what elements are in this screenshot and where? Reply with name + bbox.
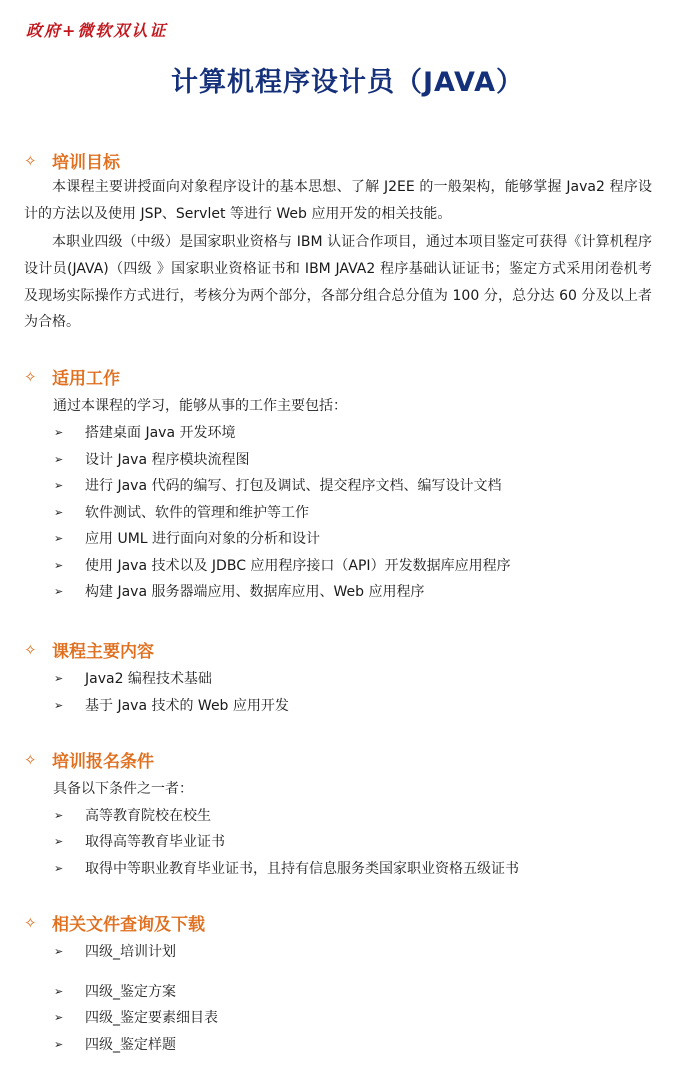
arrow-bullet-icon: ➢	[54, 984, 64, 998]
arrow-bullet-icon: ➢	[54, 1037, 64, 1051]
goal-paragraph: 本职业四级（中级）是国家职业资格与 IBM 认证合作项目，通过本项目鉴定可获得《计算机程序设计员(JAVA)（四级 》国家职业资格证书和 IBM JAVA2 程序基础认证证书；鉴定方式采用闭卷机考及现场实际操作方式进行，考核分为两个部分，各部分组合总分值为 100 分，总分达 60 分及以上者为合格。	[24, 234, 652, 331]
arrow-bullet-icon: ➢	[54, 584, 64, 598]
section-heading-requirements	[24, 747, 154, 772]
download-link-assessment-plan[interactable]: ➢ 四级_鉴定方案	[54, 984, 176, 1000]
section-heading-jobs	[24, 364, 120, 389]
list-item: ➢ 软件测试、软件的管理和维护等工作	[54, 505, 309, 521]
diamond-outline-icon: ✧	[24, 151, 37, 170]
list-item: ➢ Java2 编程技术基础	[54, 671, 212, 687]
diamond-outline-icon: ✧	[24, 750, 37, 769]
arrow-bullet-icon: ➢	[54, 425, 64, 439]
diamond-outline-icon: ✧	[24, 367, 37, 386]
arrow-bullet-icon: ➢	[54, 558, 64, 572]
page-title: 计算机程序设计员（JAVA）	[170, 67, 525, 98]
list-item: ➢ 高等教育院校在校生	[54, 808, 211, 824]
section-heading-label: 培训报名条件	[52, 752, 154, 772]
download-link-sample-questions[interactable]: ➢ 四级_鉴定样题	[54, 1037, 176, 1053]
section-heading-content	[24, 637, 154, 662]
list-item: ➢ 搭建桌面 Java 开发环境	[54, 425, 236, 441]
arrow-bullet-icon: ➢	[54, 452, 64, 466]
section-heading-label: 课程主要内容	[52, 642, 154, 662]
list-item: ➢ 进行 Java 代码的编写、打包及调试、提交程序文档、编写设计文档	[54, 478, 502, 494]
arrow-bullet-icon: ➢	[54, 861, 64, 875]
arrow-bullet-icon: ➢	[54, 1010, 64, 1024]
arrow-bullet-icon: ➢	[54, 834, 64, 848]
certification-tag: 政府+微软双认证	[26, 21, 168, 40]
diamond-outline-icon: ✧	[24, 913, 37, 932]
arrow-bullet-icon: ➢	[54, 944, 64, 958]
arrow-bullet-icon: ➢	[54, 531, 64, 545]
section-heading-label: 相关文件查询及下载	[52, 915, 205, 935]
list-item: ➢ 基于 Java 技术的 Web 应用开发	[54, 698, 289, 714]
section-heading-label: 适用工作	[52, 369, 120, 389]
goal-paragraph: 本课程主要讲授面向对象程序设计的基本思想、了解 J2EE 的一般架构，能够掌握 Java2 程序设计的方法以及使用 JSP、Servlet 等进行 Web 应用开发的相关技能。	[24, 179, 652, 222]
section-heading-goal	[24, 148, 120, 173]
list-item: ➢ 设计 Java 程序模块流程图	[54, 452, 250, 468]
arrow-bullet-icon: ➢	[54, 505, 64, 519]
list-item: ➢ 应用 UML 进行面向对象的分析和设计	[54, 531, 321, 547]
section-heading-label: 培训目标	[52, 153, 120, 173]
list-item: ➢ 取得中等职业教育毕业证书，且持有信息服务类国家职业资格五级证书	[54, 861, 519, 877]
download-link-training-plan[interactable]: ➢ 四级_培训计划	[54, 944, 176, 960]
list-item: ➢ 使用 Java 技术以及 JDBC 应用程序接口（API）开发数据库应用程序	[54, 558, 511, 574]
arrow-bullet-icon: ➢	[54, 698, 64, 712]
arrow-bullet-icon: ➢	[54, 808, 64, 822]
jobs-intro: 通过本课程的学习，能够从事的工作主要包括：	[53, 398, 347, 414]
arrow-bullet-icon: ➢	[54, 478, 64, 492]
list-item: ➢ 构建 Java 服务器端应用、数据库应用、Web 应用程序	[54, 584, 425, 600]
section-heading-downloads	[24, 910, 205, 935]
list-item: ➢ 取得高等教育毕业证书	[54, 834, 225, 850]
requirements-intro: 具备以下条件之一者：	[53, 781, 193, 797]
arrow-bullet-icon: ➢	[54, 671, 64, 685]
diamond-outline-icon: ✧	[24, 640, 37, 659]
download-link-element-table[interactable]: ➢ 四级_鉴定要素细目表	[54, 1010, 218, 1026]
